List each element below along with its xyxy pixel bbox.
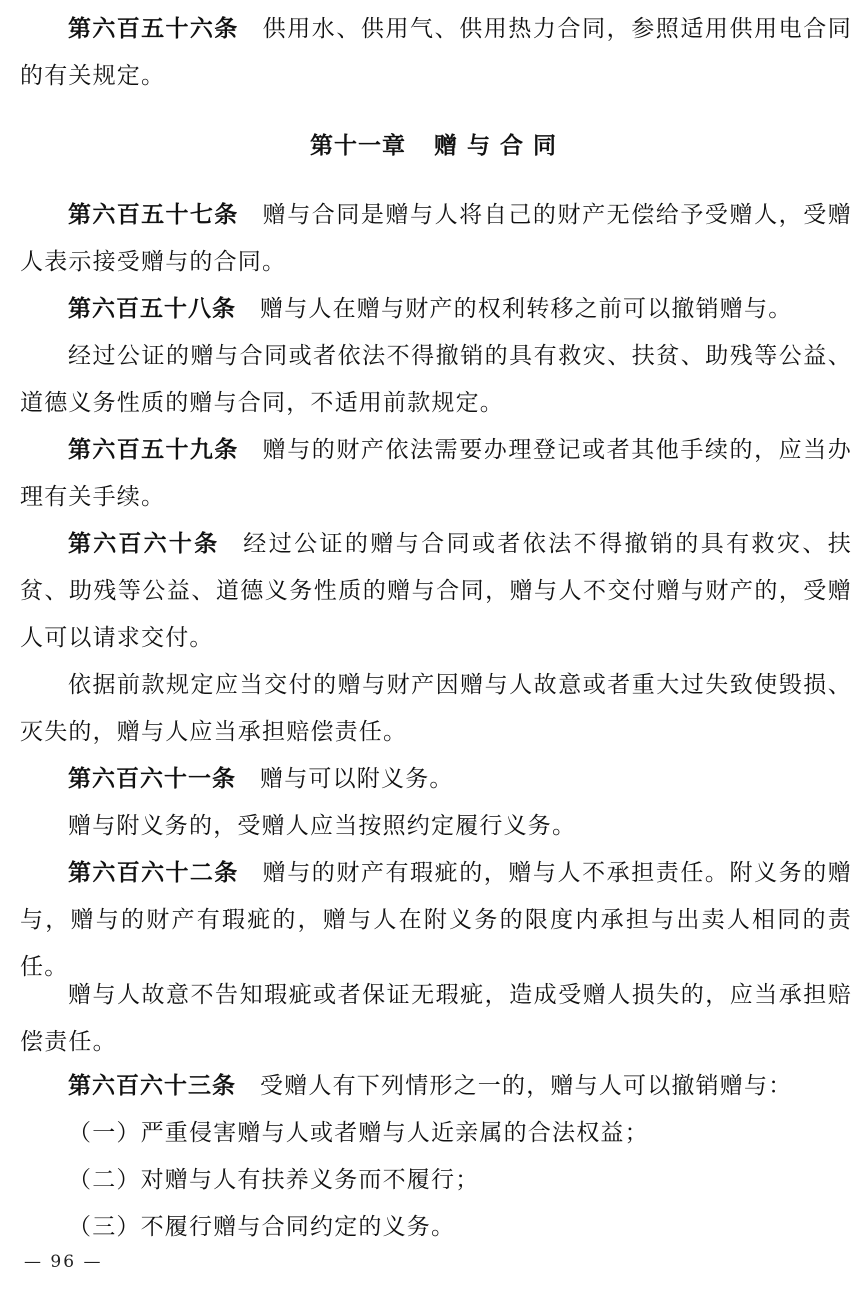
article-661-paragraph-2 bbox=[20, 803, 852, 850]
article-661 bbox=[20, 756, 852, 803]
article-label: 第六百五十九条 bbox=[68, 437, 239, 463]
article-656 bbox=[20, 6, 852, 100]
article-text: 赠与人在赠与财产的权利转移之前可以撤销赠与。 bbox=[260, 296, 793, 322]
page-number: — 96 — bbox=[24, 1252, 103, 1272]
article-text: 赠与的财产依法需要办理登记或者其他手续的，应当办理有关手续。 bbox=[20, 437, 853, 510]
article-text: 经过公证的赠与合同或者依法不得撤销的具有救灾、扶贫、助残等公益、道德义务性质的赠与合同，赠与人不交付赠与财产的，受赠人可以请求交付。 bbox=[20, 531, 852, 651]
article-658 bbox=[20, 286, 852, 333]
article-663 bbox=[20, 1063, 852, 1110]
article-label: 第六百五十七条 bbox=[68, 202, 239, 228]
list-item-3 bbox=[20, 1204, 852, 1251]
article-text: 赠与人故意不告知瑕疵或者保证无瑕疵，造成受赠人损失的，应当承担赔偿责任。 bbox=[20, 982, 852, 1055]
chapter-heading bbox=[0, 123, 867, 170]
article-text: 赠与附义务的，受赠人应当按照约定履行义务。 bbox=[68, 813, 577, 839]
article-659 bbox=[20, 427, 852, 521]
article-662-paragraph-2 bbox=[20, 972, 852, 1066]
list-item-text: （三）不履行赠与合同约定的义务。 bbox=[68, 1214, 456, 1240]
article-662 bbox=[20, 850, 852, 991]
chapter-number: 第十一章 bbox=[309, 133, 406, 159]
article-label: 第六百六十二条 bbox=[68, 860, 239, 886]
article-text: 供用水、供用气、供用热力合同，参照适用供用电合同的有关规定。 bbox=[20, 16, 853, 89]
article-text: 经过公证的赠与合同或者依法不得撤销的具有救灾、扶贫、助残等公益、道德义务性质的赠与合同，不适用前款规定。 bbox=[20, 343, 852, 416]
article-text: 赠与的财产有瑕疵的，赠与人不承担责任。附义务的赠与，赠与的财产有瑕疵的，赠与人在附义务的限度内承担与出卖人相同的责任。 bbox=[20, 860, 853, 980]
article-label: 第六百六十一条 bbox=[68, 766, 236, 792]
article-text: 受赠人有下列情形之一的，赠与人可以撤销赠与： bbox=[260, 1073, 793, 1099]
list-item-text: （二）对赠与人有扶养义务而不履行； bbox=[68, 1167, 480, 1193]
article-text: 赠与合同是赠与人将自己的财产无偿给予受赠人，受赠人表示接受赠与的合同。 bbox=[20, 202, 853, 275]
article-660-paragraph-2 bbox=[20, 662, 852, 756]
article-label: 第六百五十六条 bbox=[68, 16, 239, 42]
article-label: 第六百五十八条 bbox=[68, 296, 236, 322]
article-text: 依据前款规定应当交付的赠与财产因赠与人故意或者重大过失致使毁损、灭失的，赠与人应当承担赔偿责任。 bbox=[20, 672, 852, 745]
article-660 bbox=[20, 521, 852, 662]
list-item-1 bbox=[20, 1110, 852, 1157]
article-label: 第六百六十三条 bbox=[68, 1073, 236, 1099]
list-item-2 bbox=[20, 1157, 852, 1204]
article-657 bbox=[20, 192, 852, 286]
list-item-text: （一）严重侵害赠与人或者赠与人近亲属的合法权益； bbox=[68, 1120, 649, 1146]
article-text: 赠与可以附义务。 bbox=[260, 766, 454, 792]
article-658-paragraph-2 bbox=[20, 333, 852, 427]
chapter-title: 赠 与 合 同 bbox=[433, 133, 558, 159]
article-label: 第六百六十条 bbox=[68, 531, 220, 557]
